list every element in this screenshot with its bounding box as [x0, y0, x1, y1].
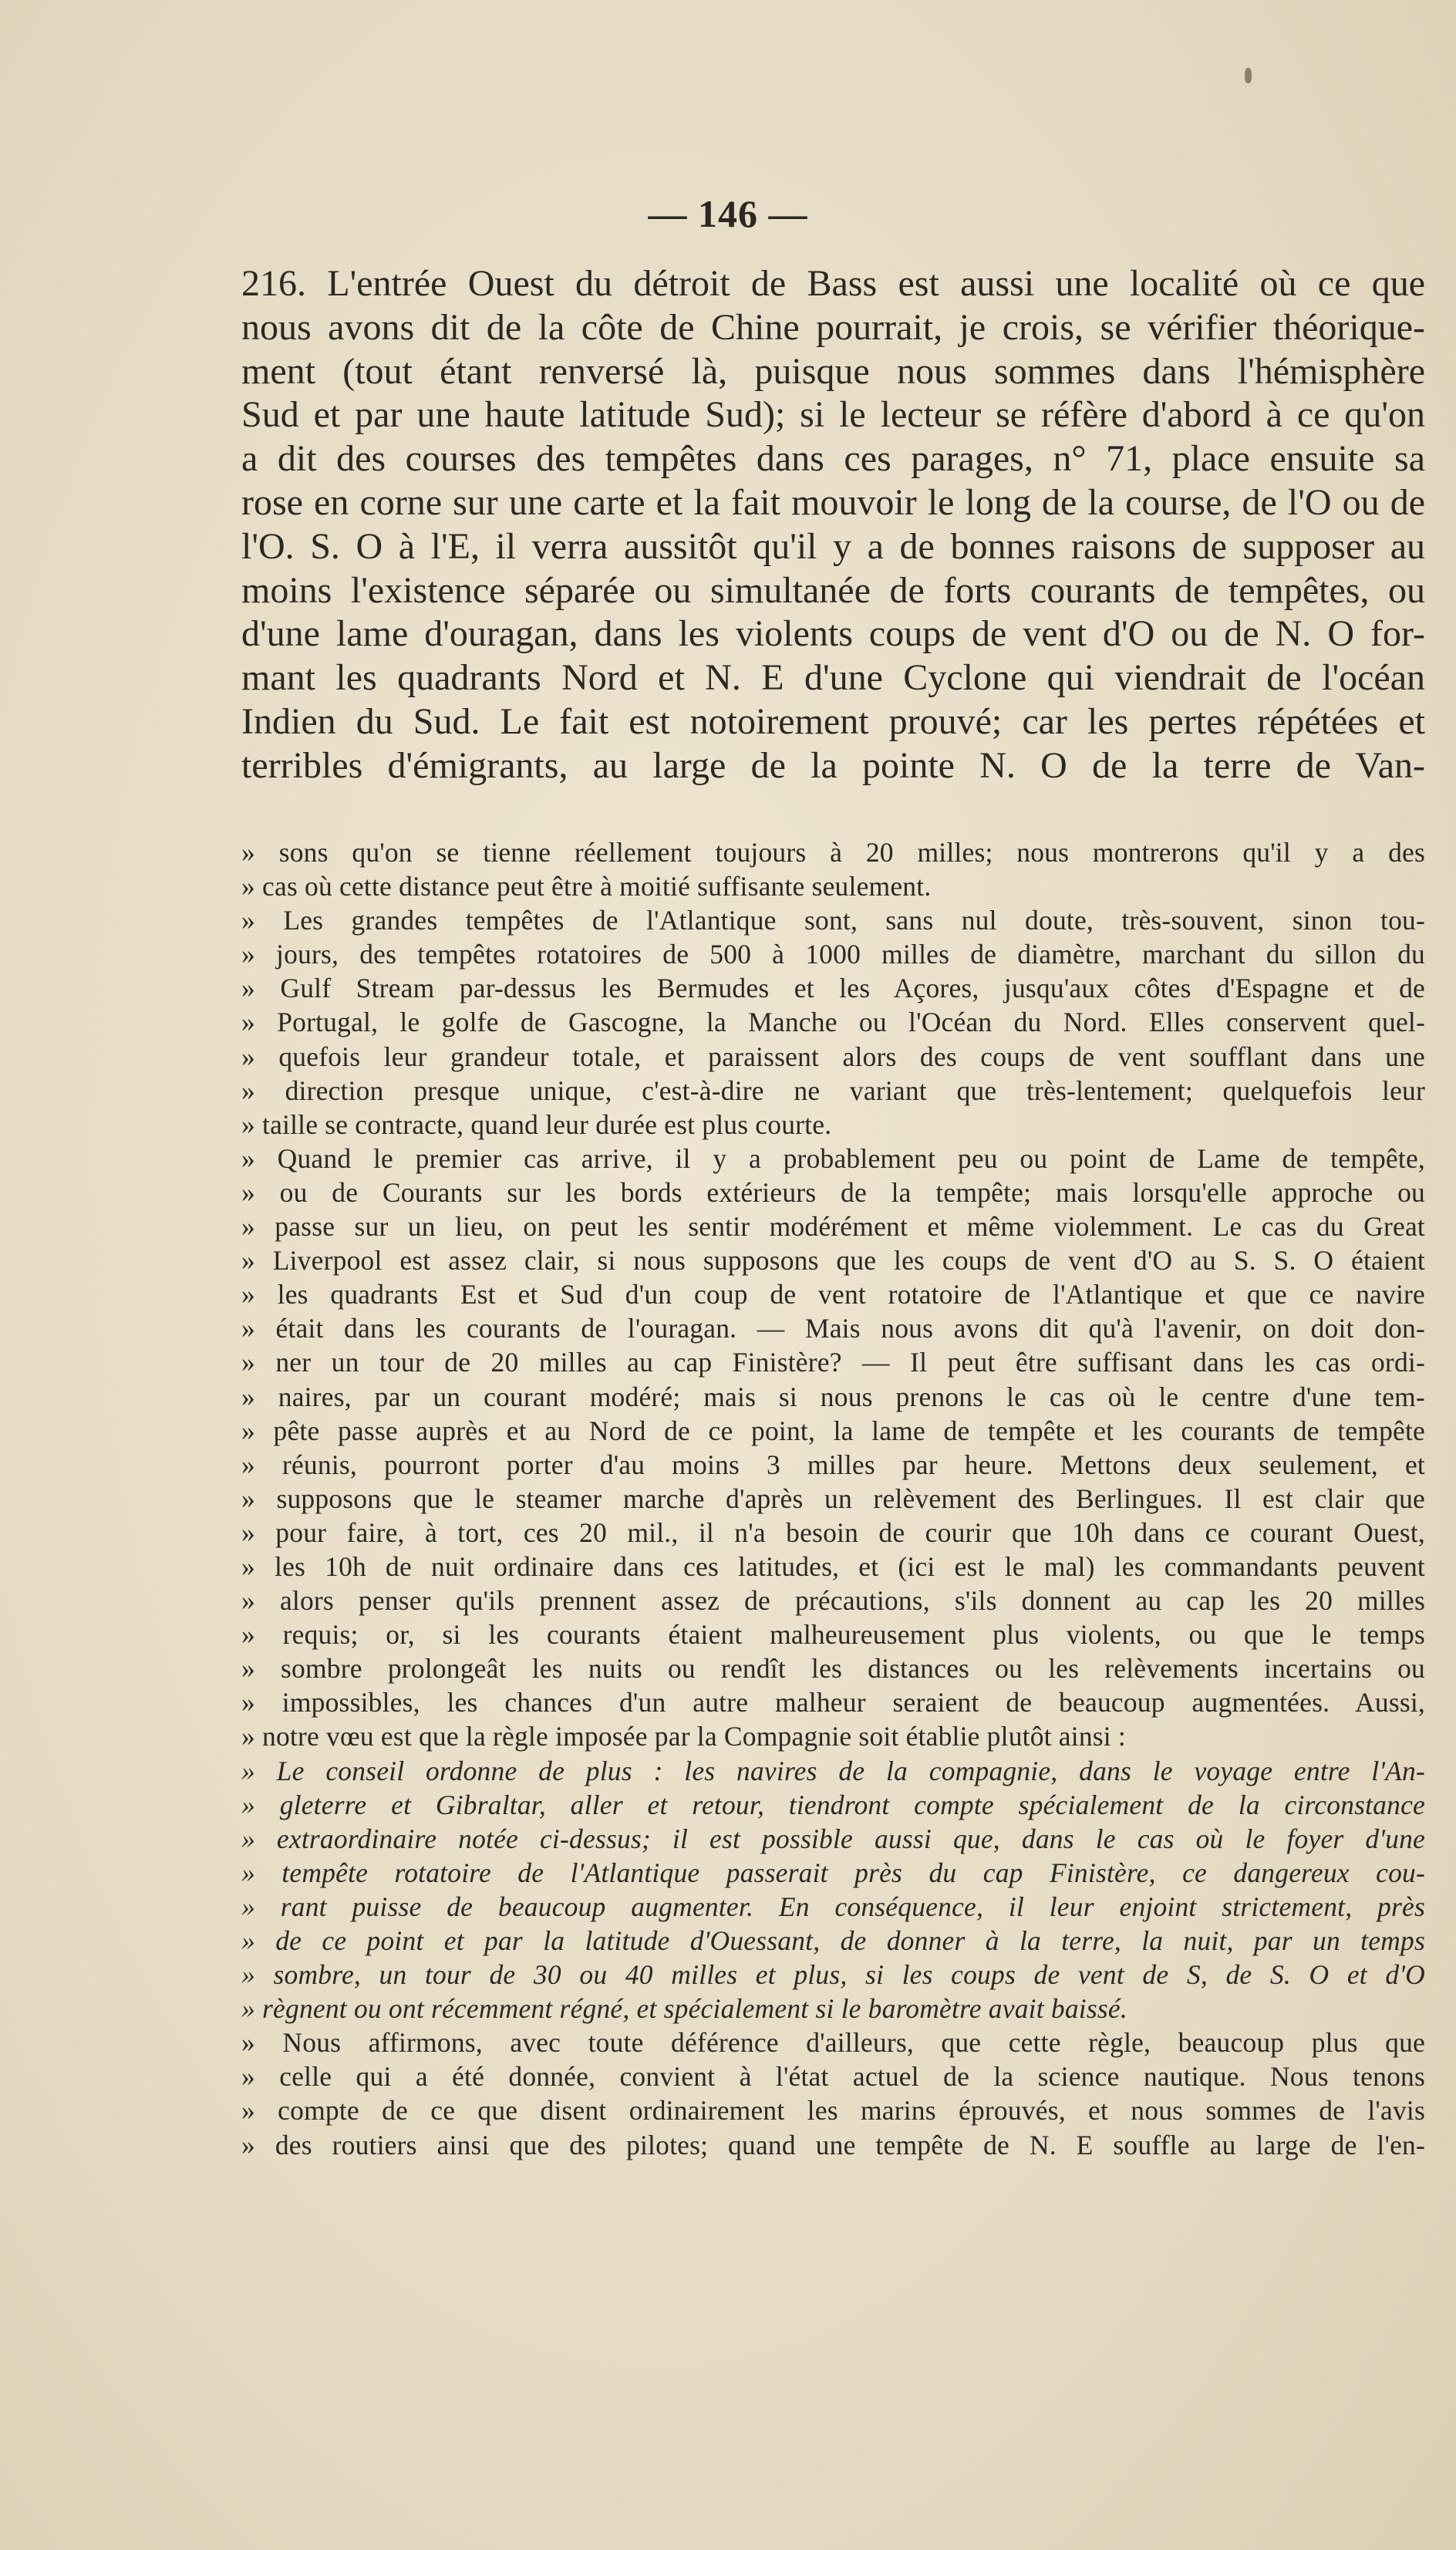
page-number: — 146 —: [648, 192, 808, 235]
quote-line: » notre vœu est que la règle imposée par la Compagnie soit établie plutôt ainsi :: [241, 1721, 1126, 1752]
quote-line: » Gulf Stream par-dessus les Bermudes et les Açores, jusqu'aux côtes d'Espagne et de: [241, 973, 1425, 1004]
quote-line: » supposons que le steamer marche d'après un relèvement des Berlingues. Il est clair que: [241, 1482, 1425, 1514]
quote-line: » taille se contracte, quand leur durée est plus courte.: [241, 1108, 832, 1140]
quote-line: » naires, par un courant modéré; mais si nous prenons le cas où le centre d'une tem-: [241, 1381, 1425, 1412]
quote-line: » direction presque unique, c'est-à-dire ne variant que très-lentement; quelquefois leur: [241, 1074, 1425, 1106]
quote-line: » jours, des tempêtes rotatoires de 500 à 1000 milles de diamètre, marchant du sillon du: [241, 939, 1425, 970]
quote-line: » gleterre et Gibraltar, aller et retour, tiendront compte spécialement de la circonstance: [241, 1789, 1425, 1820]
quote-line: » rant puisse de beaucoup augmenter. En conséquence, il leur enjoint strictement, près: [241, 1891, 1425, 1922]
main-paragraph: [241, 262, 1425, 788]
quote-line: » Les grandes tempêtes de l'Atlantique sont, sans nul doute, très-souvent, sinon tou-: [241, 905, 1425, 936]
quote-line: » ner un tour de 20 milles au cap Finistère? — Il peut être suffisant dans les cas ordi-: [241, 1347, 1425, 1378]
main-line: rose en corne sur une carte et la fait mouvoir le long de la course, de l'O ou de: [241, 481, 1425, 523]
quote-line: » sons qu'on se tienne réellement toujours à 20 milles; nous montrerons qu'il y a des: [241, 837, 1425, 868]
quoted-passage: [241, 835, 1425, 2162]
main-line: terribles d'émigrants, au large de la pointe N. O de la terre de Van-: [241, 744, 1425, 786]
paper-speck: [1245, 68, 1252, 83]
quote-line: » règnent ou ont récemment régné, et spécialement si le baromètre avait baissé.: [241, 1993, 1127, 2025]
quote-line: » tempête rotatoire de l'Atlantique passerait près du cap Finistère, ce dangereux cou-: [241, 1857, 1425, 1888]
quote-line: » pour faire, à tort, ces 20 mil., il n'a besoin de courir que 10h dans ce courant Ouest,: [241, 1516, 1425, 1548]
quote-line: » de ce point et par la latitude d'Ouessant, de donner à la terre, la nuit, par un temps: [241, 1925, 1425, 1956]
quote-line: » était dans les courants de l'ouragan. — Mais nous avons dit qu'à l'avenir, on doit don-: [241, 1313, 1425, 1344]
quote-line: » Liverpool est assez clair, si nous supposons que les coups de vent d'O au S. S. O étaient: [241, 1245, 1425, 1277]
quote-line: » alors penser qu'ils prennent assez de précautions, s'ils donnent au cap les 20 milles: [241, 1585, 1425, 1617]
quote-line: » Le conseil ordonne de plus : les navires de la compagnie, dans le voyage entre l'An-: [241, 1755, 1425, 1786]
quote-line: » quefois leur grandeur totale, et paraissent alors des coups de vent soufflant dans une: [241, 1041, 1425, 1072]
quote-line: » requis; or, si les courants étaient malheureusement plus violents, ou que le temps: [241, 1619, 1425, 1651]
quote-line: » impossibles, les chances d'un autre malheur seraient de beaucoup augmentées. Aussi,: [241, 1687, 1425, 1719]
quote-line: » pête passe auprès et au Nord de ce point, la lame de tempête et les courants de tempête: [241, 1415, 1425, 1446]
main-line: mant les quadrants Nord et N. E d'une Cyclone qui viendrait de l'océan: [241, 657, 1425, 699]
quote-line: » ou de Courants sur les bords extérieurs de la tempête; mais lorsqu'elle approche ou: [241, 1176, 1425, 1208]
quote-line: » réunis, pourront porter d'au moins 3 milles par heure. Mettons deux seulement, et: [241, 1449, 1425, 1480]
main-line: l'O. S. O à l'E, il verra aussitôt qu'il y a de bonnes raisons de supposer au: [241, 525, 1425, 567]
quote-line: » des routiers ainsi que des pilotes; quand une tempête de N. E souffle au large de l'en-: [241, 2129, 1425, 2160]
main-line: ment (tout étant renversé là, puisque nous sommes dans l'hémisphère: [241, 350, 1425, 392]
main-line: 216. L'entrée Ouest du détroit de Bass est aussi une localité où ce que: [241, 263, 1425, 304]
main-line: Sud et par une haute latitude Sud); si le lecteur se réfère d'abord à ce qu'on: [241, 394, 1425, 436]
quote-line: » les 10h de nuit ordinaire dans ces latitudes, et (ici est le mal) les commandants peuvent: [241, 1550, 1425, 1582]
main-line: Indien du Sud. Le fait est notoirement prouvé; car les pertes répétées et: [241, 700, 1425, 742]
main-line: d'une lame d'ouragan, dans les violents coups de vent d'O ou de N. O for-: [241, 613, 1425, 655]
quote-line: » celle qui a été donnée, convient à l'état actuel de la science nautique. Nous tenons: [241, 2061, 1425, 2093]
quote-line: » compte de ce que disent ordinairement les marins éprouvés, et nous sommes de l'avis: [241, 2095, 1425, 2127]
quote-line: » les quadrants Est et Sud d'un coup de vent rotatoire de l'Atlantique et que ce navire: [241, 1279, 1425, 1310]
quote-line: » extraordinaire notée ci-dessus; il est possible aussi que, dans le cas où le foyer d'une: [241, 1823, 1425, 1854]
quote-line: » cas où cette distance peut être à moitié suffisante seulement.: [241, 871, 932, 902]
quote-line: » Portugal, le golfe de Gascogne, la Manche ou l'Océan du Nord. Elles conservent quel-: [241, 1007, 1425, 1038]
quote-line: » Quand le premier cas arrive, il y a probablement peu ou point de Lame de tempête,: [241, 1142, 1425, 1174]
quote-line: » sombre prolongeât les nuits ou rendît les distances ou les relèvements incertains ou: [241, 1653, 1425, 1685]
main-line: a dit des courses des tempêtes dans ces parages, n° 71, place ensuite sa: [241, 438, 1425, 480]
quote-line: » Nous affirmons, avec toute déférence d'ailleurs, que cette règle, beaucoup plus que: [241, 2027, 1425, 2059]
main-line: moins l'existence séparée ou simultanée de forts courants de tempêtes, ou: [241, 569, 1425, 611]
quote-line: » sombre, un tour de 30 ou 40 milles et plus, si les coups de vent de S, de S. O et d'O: [241, 1959, 1425, 1991]
quote-line: » passe sur un lieu, on peut les sentir modérément et même violemment. Le cas du Great: [241, 1211, 1425, 1243]
main-line: nous avons dit de la côte de Chine pourrait, je crois, se vérifier théorique-: [241, 306, 1425, 348]
